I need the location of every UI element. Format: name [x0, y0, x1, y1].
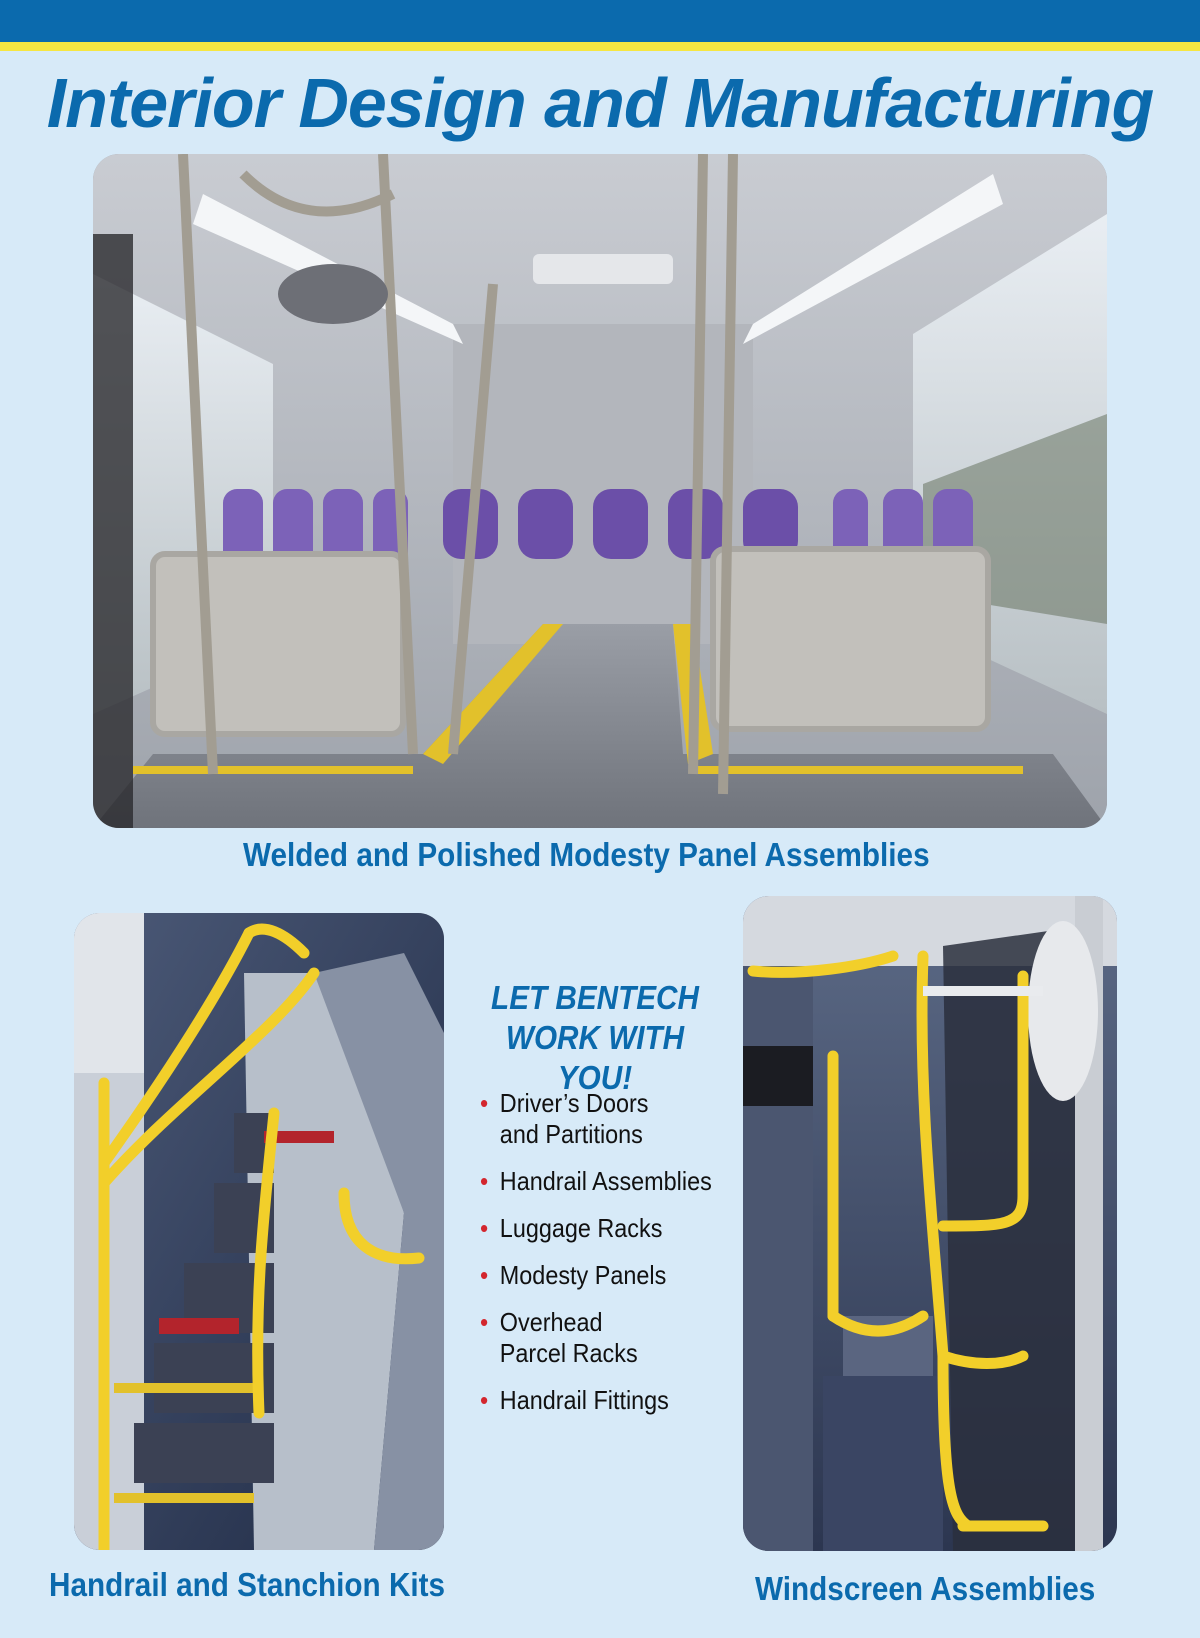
page-title: Interior Design and Manufacturing: [46, 64, 1154, 142]
bullet-icon: •: [480, 1307, 489, 1337]
cta-line-2: WORK WITH YOU!: [505, 1019, 685, 1096]
bullet-icon: •: [480, 1260, 489, 1290]
right-photo-caption: Windscreen Assemblies: [755, 1570, 1096, 1607]
list-item: • Overhead Parcel Racks: [480, 1307, 638, 1368]
bullet-icon: •: [480, 1166, 489, 1196]
list-item: • Driver’s Doors and Partitions: [480, 1088, 649, 1149]
windscreen-photo: [743, 896, 1117, 1551]
list-item: • Luggage Racks: [480, 1213, 663, 1243]
bullet-icon: •: [480, 1385, 489, 1415]
stairs-handrail-photo: [74, 913, 444, 1550]
list-item: • Modesty Panels: [480, 1260, 667, 1290]
left-photo-caption: Handrail and Stanchion Kits: [49, 1566, 446, 1603]
bullet-icon: •: [480, 1213, 489, 1243]
main-photo-caption: Welded and Polished Modesty Panel Assemblies: [243, 836, 930, 873]
top-blue-bar: [0, 0, 1200, 42]
list-item: • Handrail Fittings: [480, 1385, 669, 1415]
feature-list: [480, 1088, 738, 1432]
bullet-icon: •: [480, 1088, 489, 1118]
call-to-action: [483, 978, 708, 1098]
bus-interior-photo: [93, 154, 1107, 828]
list-item: • Handrail Assemblies: [480, 1166, 712, 1196]
top-yellow-stripe: [0, 42, 1200, 51]
cta-line-1: LET BENTECH: [491, 979, 699, 1016]
